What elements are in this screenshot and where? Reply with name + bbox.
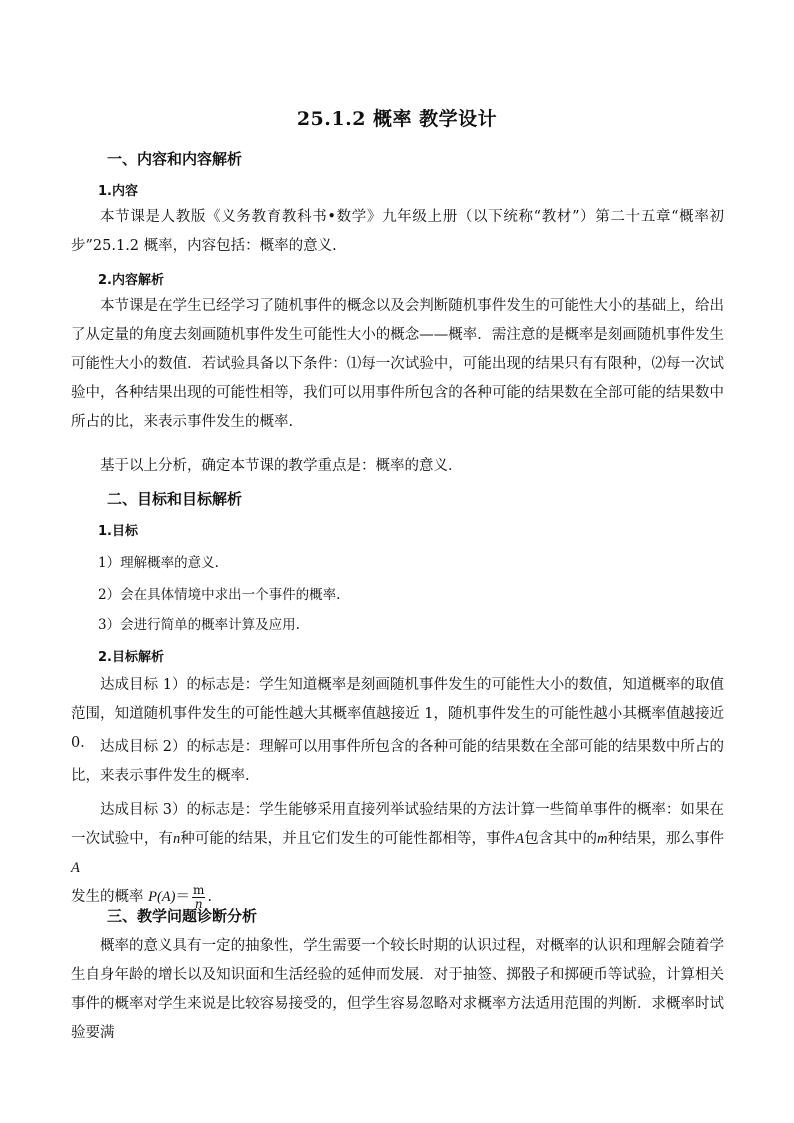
paragraph-diagnosis: 概率的意义具有一定的抽象性，学生需要一个较长时期的认识过程，对概率的认识和理解会随着学生自身年龄的增长以及知识面和生活经验的延伸而发展．对于抽签、掷骰子和掷硬币等试验，计算相关事件的概率对学生来说是比较容易接受的，但学生容易忽略对求概率方法适用范围的判断．求概率时试验要满 <box>71 938 724 1041</box>
subheading-content: 1.内容 <box>98 184 138 199</box>
paragraph-teaching-focus: 基于以上分析，确定本节课的教学重点是：概率的意义． <box>100 458 463 474</box>
var-m: m <box>597 831 608 847</box>
section-heading-content: 一、内容和内容解析 <box>107 150 243 168</box>
fraction-numerator: m <box>192 882 205 897</box>
section-heading-goals: 二、目标和目标解析 <box>107 490 243 508</box>
text-run: 种结果，那么事件 <box>607 831 725 847</box>
formula-equals: ＝ <box>175 889 190 905</box>
document-title: 25.1.2 概率 教学设计 <box>296 108 498 130</box>
text-run: 发生的概率 <box>71 889 144 905</box>
formula-pa: P(A) <box>148 889 176 905</box>
paragraph-goal-1: 达成目标 1）的标志是：学生知道概率是刻画随机事件发生的可能性大小的数值，知道概率的取值范围，知道随机事件发生的可能性越大其概率值越接近 1，随机事件发生的可能性越小其概率值越接近 0． <box>71 677 724 751</box>
goal-item-3: 3）会进行简单的概率计算及应用. <box>98 617 300 633</box>
text-run: 达成目标 3）的标志是：学生能够采用直接列举试验结果的方法计算一些简单事件的概率：如果在一次试验中，有 <box>71 802 724 847</box>
var-n: n <box>172 831 181 847</box>
paragraph-content: 本节课是人教版《义务教育教科书•数学》九年级上册（以下统称“教材”）第二十五章“概率初步”25.1.2 概率，内容包括：概率的意义. <box>71 209 724 254</box>
var-a: A <box>71 860 80 876</box>
text-run: 包含其中的 <box>524 831 598 847</box>
subheading-goal-analysis: 2.目标解析 <box>98 650 164 665</box>
subheading-goals: 1.目标 <box>98 524 138 539</box>
paragraph-goal-3 <box>71 796 724 912</box>
paragraph-goal-2: 达成目标 2）的标志是：理解可以用事件所包含的各种可能的结果数在全部可能的结果数中所占的比，来表示事件发生的概率. <box>71 739 724 784</box>
var-a: A <box>515 831 525 847</box>
text-run: . <box>207 889 212 905</box>
section-heading-diagnosis: 三、教学问题诊断分析 <box>107 907 258 925</box>
fraction-denominator: n <box>194 896 203 911</box>
paragraph-content-analysis: 本节课是在学生已经学习了随机事件的概念以及会判断随机事件发生的可能性大小的基础上，给出了从定量的角度去刻画随机事件发生可能性大小的概念——概率．需注意的是概率是刻画随机事件发生可能性大小的数值．若试验具备以下条件：⑴每一次试验中，可能出现的结果只有有限种，⑵每一次试验中，各种结果出现的可能性相等，我们可以用事件所包含的各种可能的结果数在全部可能的结果数中所占的比，来表示事件发生的概率. <box>71 298 724 430</box>
goal-item-1: 1）理解概率的意义. <box>98 555 219 571</box>
subheading-content-analysis: 2.内容解析 <box>98 273 164 288</box>
text-run: 种可能的结果，并且它们发生的可能性都相等，事件 <box>180 831 516 847</box>
goal-item-2: 2）会在具体情境中求出一个事件的概率. <box>98 587 341 603</box>
